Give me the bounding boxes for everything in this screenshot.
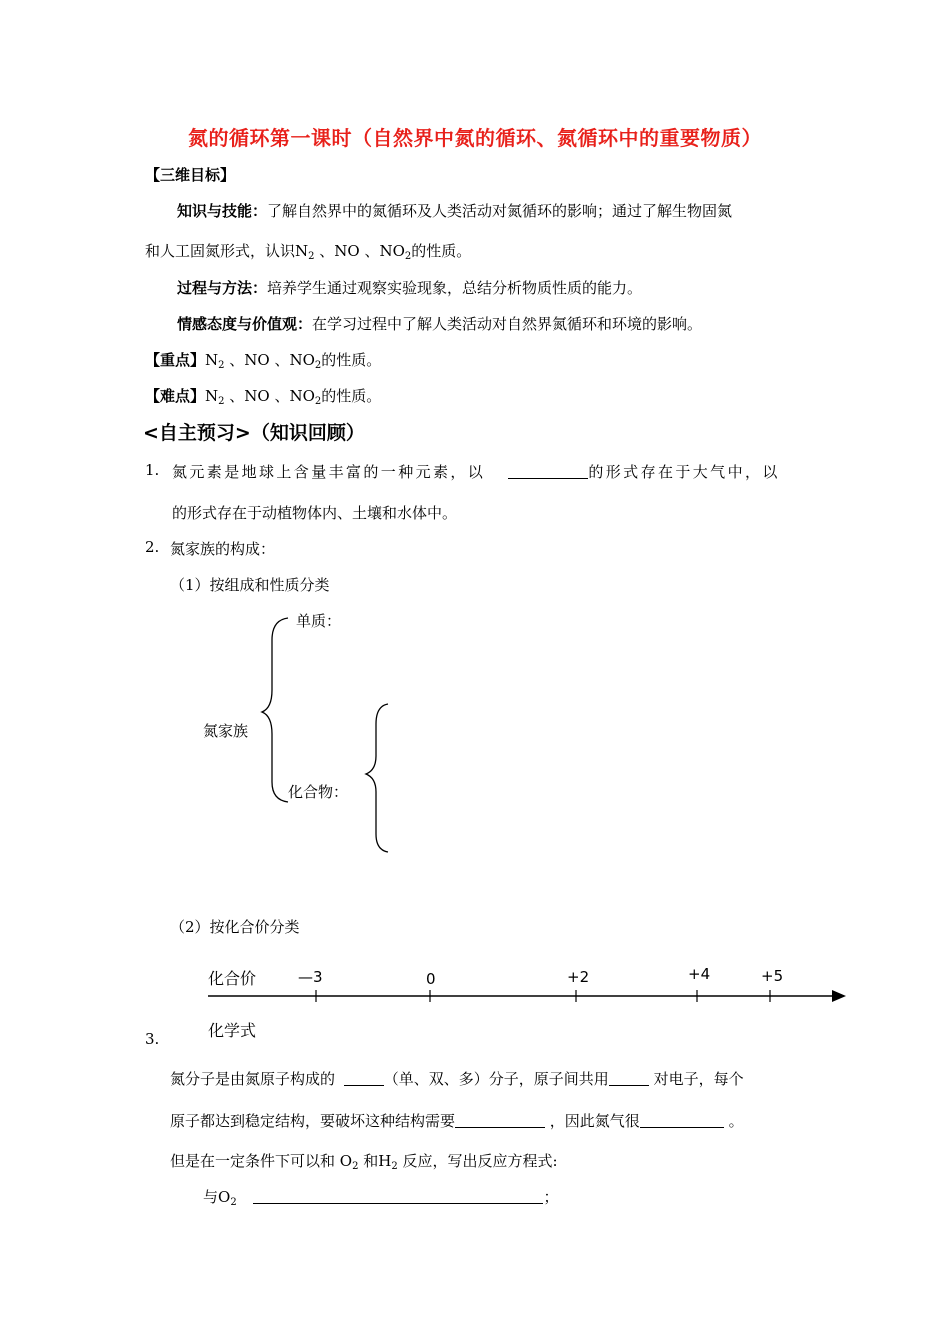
tree-single-label: 单质： [296, 612, 342, 630]
q3-blank-1[interactable] [344, 1069, 384, 1086]
points-pre: N [205, 351, 219, 369]
q3-blank-2[interactable] [609, 1069, 649, 1086]
preview-heading: <自主预习>（知识回顾） [143, 422, 365, 444]
axis-tick-label-3: +2 [567, 968, 590, 986]
q1-number: 1. [145, 461, 160, 479]
q2-sub1: （1）按组成和性质分类 [170, 576, 330, 594]
axis-tick-label-4: +4 [688, 965, 711, 983]
axis-arrow [832, 990, 846, 1002]
q3-text-g-pre: 但是在一定条件下可以和 O [170, 1152, 353, 1170]
q3-blank-4[interactable] [640, 1111, 724, 1128]
q2-text: 氮家族的构成： [170, 540, 276, 558]
q3-text-e: ，因此氮气很 [549, 1112, 640, 1130]
q3-line-1 [170, 1068, 744, 1089]
react-o2-pre: 与O [203, 1188, 231, 1206]
react-o2-blank[interactable] [253, 1187, 543, 1204]
knowledge-text-2-mid: 、NO 、NO [314, 242, 405, 260]
formula-label: 化学式 [208, 1021, 257, 1040]
page-title: 氮的循环第一课时（自然界中氮的循环、氮循环中的重要物质） [188, 126, 762, 150]
sub-2: 2 [218, 360, 225, 371]
q3-text-g-post: 反应，写出反应方程式: [397, 1152, 558, 1170]
points-post: 的性质。 [321, 351, 382, 369]
q1-line-2: 的形式存在于动植物体内、土壤和水体中。 [172, 504, 458, 522]
q3-text-g-mid: 和H [358, 1152, 392, 1170]
points-pre: N [205, 387, 219, 405]
q3-blank-3[interactable] [455, 1111, 545, 1128]
q1-text-a: 氮元素是地球上含量丰富的一种元素，以 [172, 463, 486, 481]
sub-2: 2 [230, 1197, 237, 1208]
sub-2: 2 [218, 396, 225, 407]
q3-text-c: 对电子，每个 [653, 1070, 744, 1088]
sub-2: 2 [352, 1161, 359, 1172]
q3-text-d: 原子都达到稳定结构，要破坏这种结构需要 [170, 1112, 456, 1130]
sub-2: 2 [391, 1161, 398, 1172]
q3-line-3 [170, 1150, 558, 1172]
knowledge-label: 知识与技能： [177, 202, 268, 220]
tree-root-label: 氮家族 [203, 722, 249, 740]
q3-text-b: （单、双、多）分子，原子间共用 [383, 1070, 609, 1088]
points-post: 的性质。 [321, 387, 382, 405]
q3-text-a: 氮分子是由氮原子构成的 [170, 1070, 336, 1088]
tree-compound-label: 化合物： [288, 783, 349, 801]
axis-tick-label-1: —3 [298, 968, 323, 986]
react-o2-end: ； [543, 1188, 559, 1206]
sub-2: 2 [404, 251, 412, 262]
knowledge-text-2-post: 的性质。 [411, 242, 472, 260]
key-label: 【重点】 [145, 351, 206, 369]
axis-tick-label-2: 0 [426, 970, 436, 988]
react-o2-line [203, 1186, 558, 1208]
q3-line-2 [170, 1110, 744, 1131]
process-text: 培养学生通过观察实验现象，总结分析物质性质的能力。 [267, 279, 643, 297]
sub-2: 2 [308, 251, 315, 262]
knowledge-text-1: 了解自然界中的氮循环及人类活动对氮循环的影响；通过了解生物固氮 [267, 202, 733, 220]
points-mid: 、NO 、NO [224, 387, 315, 405]
emotion-text: 在学习过程中了解人类活动对自然界氮循环和环境的影响。 [312, 315, 703, 333]
sub-2: 2 [314, 360, 322, 371]
sub-2: 2 [314, 396, 322, 407]
axis-tick-label-5: +5 [761, 967, 784, 985]
knowledge-text-2-pre: 和人工固氮形式，认识N [145, 242, 309, 260]
q3-text-f: 。 [728, 1112, 744, 1130]
axis-label: 化合价 [208, 969, 257, 988]
q1-text-b: 的形式存在于大气中，以 [588, 463, 780, 481]
points-mid: 、NO 、NO [224, 351, 315, 369]
goals-heading: 【三维目标】 [145, 166, 236, 184]
difficult-label: 【难点】 [145, 387, 206, 405]
q2-sub2: （2）按化合价分类 [170, 918, 300, 936]
process-label: 过程与方法： [177, 279, 268, 297]
q3-number: 3. [145, 1030, 160, 1048]
q2-number: 2. [145, 538, 160, 556]
emotion-label: 情感态度与价值观： [177, 315, 313, 333]
